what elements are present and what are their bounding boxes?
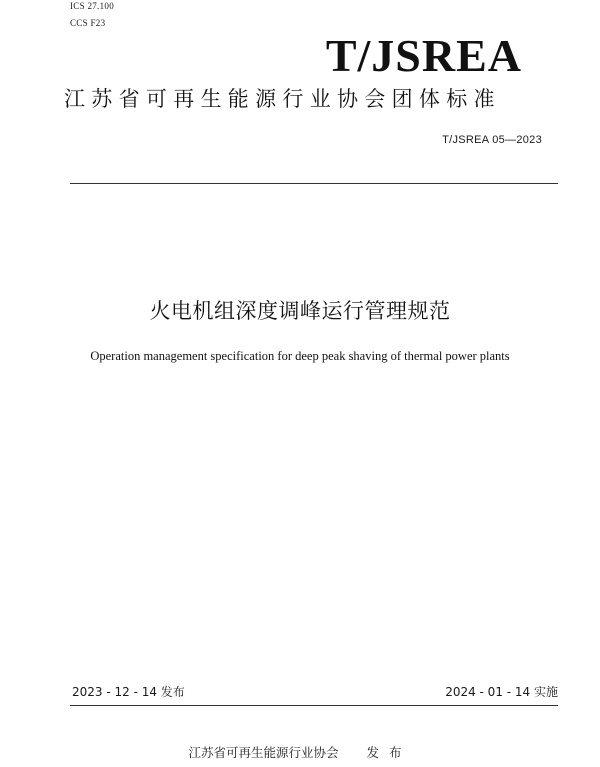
standard-brand-logo: T/JSREA [325, 30, 522, 81]
ics-code: ICS 27.100 [70, 1, 115, 11]
top-divider [70, 183, 558, 184]
effective-date: 2024 - 01 - 14 实施 [445, 685, 558, 699]
publish-date: 2023 - 12 - 14 发布 [72, 685, 185, 699]
document-title-chinese: 火电机组深度调峰运行管理规范 [149, 299, 451, 323]
publish-action: 发布 [366, 745, 412, 760]
organization-standard-heading: 江苏省可再生能源行业协会团体标准 [64, 87, 501, 111]
bottom-divider [70, 705, 558, 706]
publisher-line [0, 744, 600, 762]
document-title-english: Operation management specification for deep peak shaving of thermal power plants [90, 349, 510, 363]
ccs-code: CCS F23 [70, 18, 106, 28]
document-number: T/JSREA 05—2023 [442, 134, 542, 146]
publisher-name: 江苏省可再生能源行业协会 [188, 745, 339, 760]
